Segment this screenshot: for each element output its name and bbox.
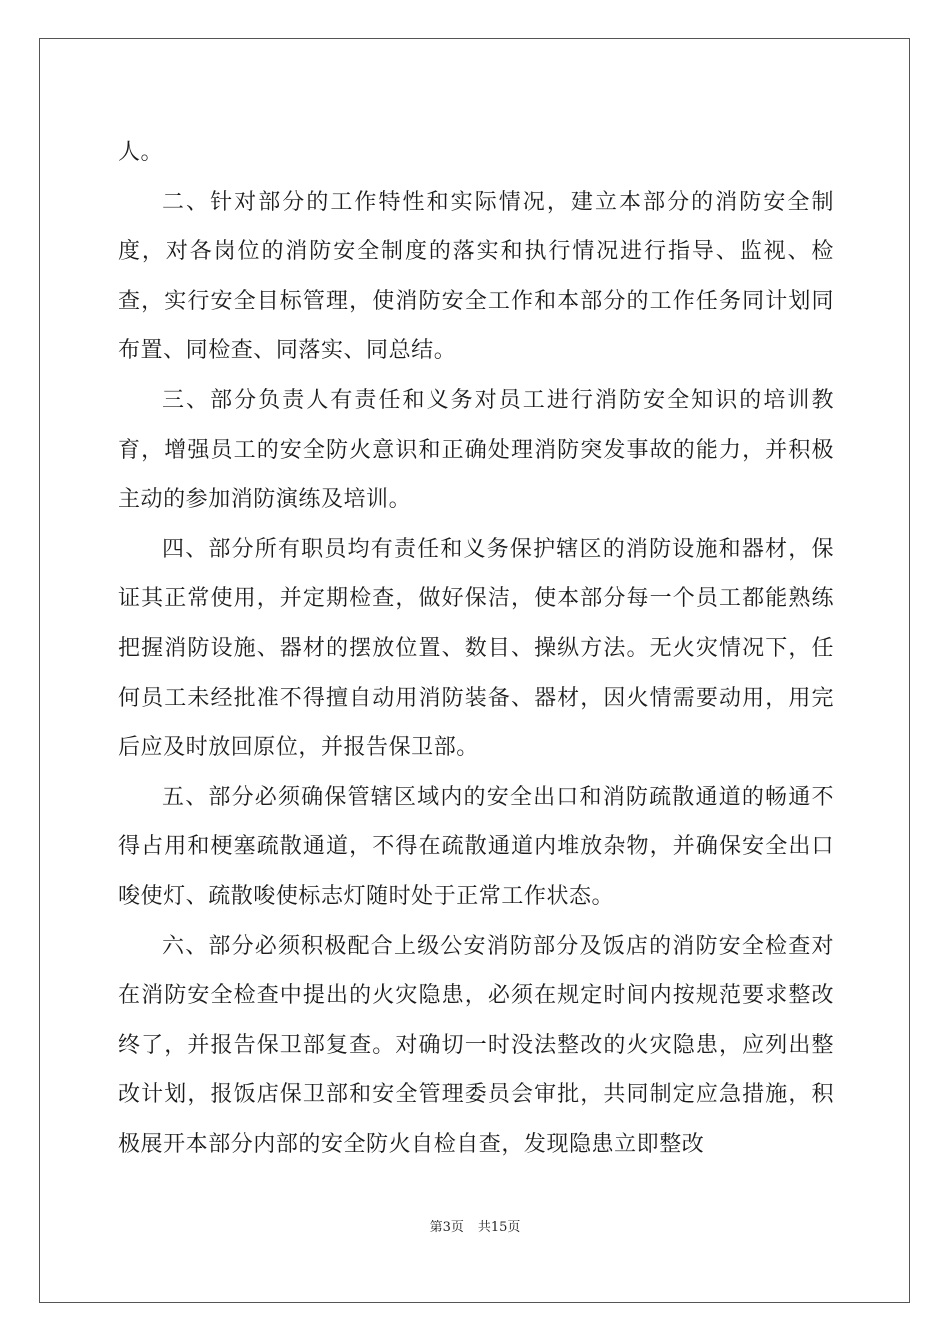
page-footer — [0, 1218, 950, 1238]
page-total: 共15页 — [477, 1220, 521, 1235]
document-body — [118, 128, 834, 1169]
paragraph-4: 五、部分必须确保管辖区域内的安全出口和消防疏散通道的畅通不得占用和梗塞疏散通道，不得在疏散通道内堆放杂物，并确保安全出口唆使灯、疏散唆使标志灯随时处于正常工作状态。 — [118, 784, 834, 909]
page-number: 第3页 — [429, 1220, 464, 1235]
paragraph-1: 二、针对部分的工作特性和实际情况，建立本部分的消防安全制度，对各岗位的消防安全制度的落实和执行情况进行指导、监视、检查，实行安全目标管理，使消防安全工作和本部分的工作任务同计划同布置、同检查、同落实、同总结。 — [118, 189, 834, 364]
paragraph-3: 四、部分所有职员均有责任和义务保护辖区的消防设施和器材，保证其正常使用，并定期检查，做好保洁，使本部分每一个员工都能熟练把握消防设施、器材的摆放位置、数目、操纵方法。无火灾情况下，任何员工未经批准不得擅自动用消防装备、器材，因火情需要动用，用完后应及时放回原位，并报告保卫部。 — [118, 536, 834, 761]
paragraph-2: 三、部分负责人有责任和义务对员工进行消防安全知识的培训教育，增强员工的安全防火意识和正确处理消防突发事故的能力，并积极主动的参加消防演练及培训。 — [118, 387, 834, 513]
paragraph-5: 六、部分必须积极配合上级公安消防部分及饭店的消防安全检查对在消防安全检查中提出的火灾隐患，必须在规定时间内按规范要求整改终了，并报告保卫部复查。对确切一时没法整改的火灾隐患，应列出整改计划，报饭店保卫部和安全管理委员会审批，共同制定应急措施，积极展开本部分内部的安全防火自检自查，发现隐患立即整改 — [118, 933, 834, 1157]
paragraph-0: 人。 — [118, 140, 164, 165]
